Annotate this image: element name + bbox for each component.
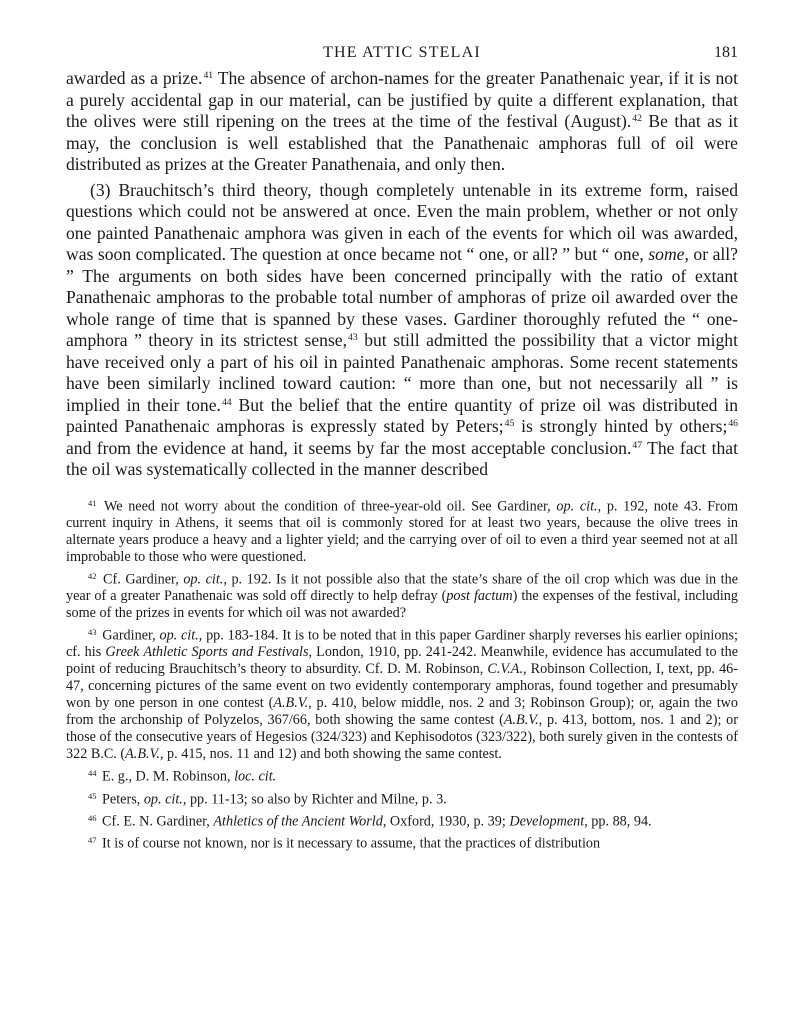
text-run: Cf. Gardiner, [98, 571, 184, 587]
footnote-ref[interactable]: 47 [632, 439, 643, 451]
footnote-ref[interactable]: 41 [203, 70, 214, 82]
italic-run: A.B.V. [503, 712, 539, 729]
text-run: is strongly hinted by others; [514, 416, 728, 436]
italic-run: op. cit. [159, 627, 199, 644]
text-run: (3) Brauchitsch’s third theory, though completely untenable in its extreme form, raised questions which could not be answered at once. Even the main problem, whether or not only one painted Panathenaic amphora was given in each of the events for which oil was awarded, was soon complicated. The question at once became not “ one, or all? ” but “ one, [66, 179, 738, 264]
italic-run: some, [648, 244, 689, 264]
main-text [66, 68, 738, 481]
italic-run: post factum [446, 588, 513, 604]
text-run: , p. 192. Is it not possible also that the state’s share of the oil crop which was due in the year of a greater Panathenaic was sold off directly to help defray ( [66, 571, 739, 604]
footnote-number: 45 [88, 790, 97, 801]
text-run: , pp. 11-13; so also by Richter and Milne, p. 3. [182, 790, 447, 807]
footnote-number: 46 [88, 812, 97, 823]
text-run: , London, 1910, pp. 241-242. Meanwhile, evidence has accumulated to the point of reducing Brauchitsch’s theory to absurdity. Cf. D. M. Robinson, [66, 644, 738, 678]
text-run: The fact that the oil was systematically collected in the manner described [66, 437, 738, 479]
footnote-47 [66, 832, 738, 852]
footnote-46 [66, 810, 738, 830]
text-run: awarded as a prize. [66, 68, 203, 88]
footnote-number: 42 [88, 570, 97, 581]
footnote-number: 43 [88, 627, 97, 637]
italic-run: Development [509, 813, 585, 829]
text-run: Cf. E. N. Gardiner, [98, 813, 214, 829]
footnote-number: 47 [88, 835, 97, 845]
italic-run: C.V.A. [487, 661, 523, 678]
text-run: , p. 410, below middle, nos. 2 and 3; Robinson Group); or, again the two from the archonship of Polyzelos, 367/66, both showing the same contest ( [66, 695, 738, 729]
footnote-43 [66, 624, 738, 763]
footnote-ref[interactable]: 43 [348, 332, 358, 344]
footnote-ref[interactable]: 45 [504, 418, 515, 430]
text-run: , Robinson Collection, I, text, pp. 46-47, concerning pictures of the same event on two evidently contemporary amphoras, found together and presumably won by one person in one contest ( [66, 661, 738, 712]
italic-run: op. cit. [183, 571, 224, 587]
text-run: , p. 415, nos. 11 and 12) and both showing the same contest. [159, 746, 502, 763]
italic-run: op. cit. [143, 790, 183, 807]
italic-run: Greek Athletic Sports and Festivals [105, 644, 309, 661]
footnote-ref[interactable]: 44 [221, 396, 232, 408]
page [66, 40, 738, 852]
footnote-ref[interactable]: 42 [632, 113, 642, 125]
text-run: , p. 192, note 43. From current inquiry in Athens, it seems that oil is commonly stored for at least two years, because the olive trees in alternate years produce a heavy and a lighter yield; and the carrying over of oil to even a third year seemed not at all improbable to those who were questioned. [66, 497, 738, 565]
footnote-42 [66, 568, 738, 622]
paragraph-1 [66, 68, 738, 176]
text-run: , p. 413, bottom, nos. 1 and 2); or those of the consecutive years of Hegesios (324/323) and Kephisodotos (323/322), both surely given in the contests of 322 B.C. ( [66, 712, 738, 763]
text-run: E. g., D. M. Robinson, [98, 768, 235, 785]
text-run: but still admitted the possibility that a victor might have received only a part of his oil in painted Panathenaic amphoras. Some recent statements have been similarly inclined toward caution: “ more than one, but not necessarily all ” is implied in their tone. [66, 330, 738, 415]
paragraph-2 [66, 180, 738, 481]
text-run: or all? ” The arguments on both sides have been concerned principally with the ratio of extant Panathenaic amphoras to the probable total number of amphoras of prize oil awarded over the whole range of time that is spanned by these vases. Gardiner thoroughly refuted the “ one-amphora ” theory in its strictest sense, [66, 244, 738, 350]
footnote-ref[interactable]: 46 [728, 418, 739, 430]
italic-run: Athletics of the Ancient World [213, 813, 383, 829]
text-run: and from the evidence at hand, it seems by far the most acceptable conclusion. [66, 437, 632, 458]
text-run: Gardiner, [98, 627, 160, 644]
page-number: 181 [714, 44, 738, 61]
footnote-44 [66, 765, 738, 785]
footnote-number: 41 [88, 497, 97, 508]
text-run: , pp. 88, 94. [584, 813, 652, 829]
italic-run: A.B.V. [125, 746, 160, 763]
text-run: Peters, [98, 790, 144, 807]
footnote-45 [66, 788, 738, 808]
footnotes [66, 495, 738, 853]
footnote-number: 44 [88, 768, 97, 779]
text-run: , pp. 183-184. It is to be noted that in this paper Gardiner sharply reverses his earlier opinions; cf. his [66, 627, 738, 661]
italic-run: loc. cit. [234, 768, 277, 785]
text-run: It is of course not known, nor is it necessary to assume, that the practices of distribution [98, 835, 601, 852]
footnote-41 [66, 495, 738, 566]
running-header [66, 40, 738, 68]
text-run: , Oxford, 1930, p. 39; [382, 813, 510, 829]
text-run: Be that as it may, the conclusion is well established that the Panathenaic amphoras full of oil were distributed as prizes at the Greater Panathenaia, and only then. [66, 111, 738, 174]
text-run: ) the expenses of the festival, including some of the prizes in events for which oil was not awarded? [66, 588, 738, 621]
running-title: THE ATTIC STELAI [323, 44, 481, 61]
italic-run: A.B.V. [273, 695, 309, 712]
italic-run: op. cit. [556, 497, 598, 514]
text-run: We need not worry about the condition of three-year-old oil. See Gardiner, [98, 497, 557, 514]
text-run: The absence of archon-names for the greater Panathenaic year, if it is not a purely accidental gap in our material, can be justified by quite a different explanation, that the olives were still ripening on the trees at the time of the festival (August). [66, 68, 738, 131]
text-run: But the belief that the entire quantity of prize oil was distributed in painted Panathenaic amphoras is expressly stated by Peters; [66, 394, 739, 436]
